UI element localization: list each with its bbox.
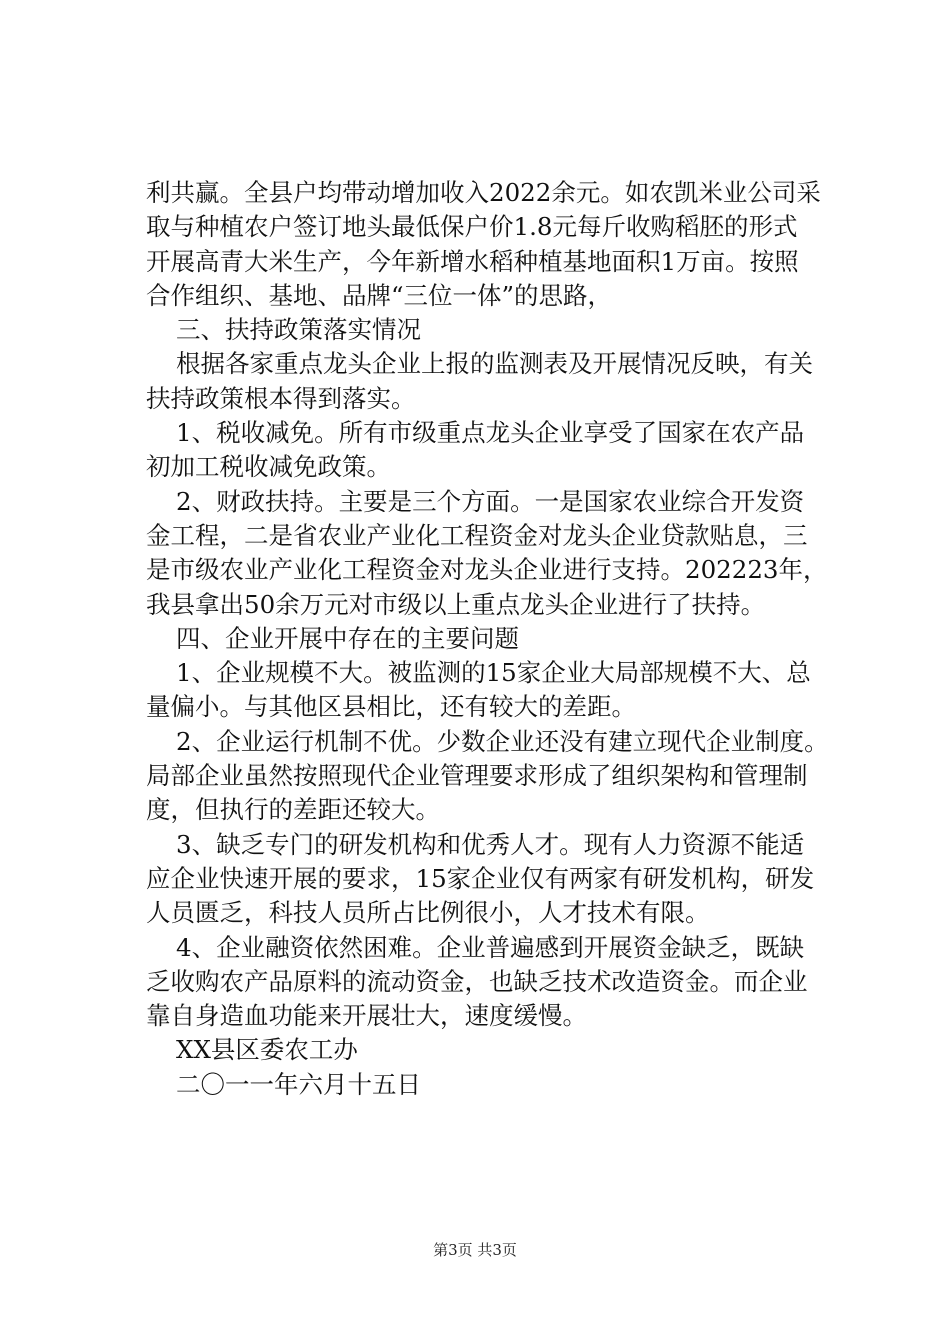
body-line-22: 人员匮乏，科技人员所占比例很小，人才技术有限。 xyxy=(146,898,710,928)
body-line-1: 利共赢。全县户均带动增加收入2022余元。如农凯米业公司采 xyxy=(146,178,821,207)
section-heading-3: 三、扶持政策落实情况 xyxy=(176,315,421,345)
body-line-6: 根据各家重点龙头企业上报的监测表及开展情况反映，有关 xyxy=(176,349,813,379)
body-line-17: 2、企业运行机制不优。少数企业还没有建立现代企业制度。 xyxy=(176,726,829,756)
body-line-7: 扶持政策根本得到落实。 xyxy=(146,383,416,413)
body-line-24: 乏收购农产品原料的流动资金，也缺乏技术改造资金。而企业 xyxy=(146,966,808,996)
body-line-19: 度，但执行的差距还较大。 xyxy=(146,795,440,825)
body-line-20: 3、缺乏专门的研发机构和优秀人才。现有人力资源不能适 xyxy=(176,829,805,859)
body-line-2: 取与种植农户签订地头最低保户价1.8元每斤收购稻胚的形式 xyxy=(146,212,798,242)
body-line-16: 量偏小。与其他区县相比，还有较大的差距。 xyxy=(146,692,636,722)
page-footer xyxy=(0,1240,950,1260)
signature-organization: XX县区委农工办 xyxy=(176,1035,358,1065)
body-line-12: 是市级农业产业化工程资金对龙头企业进行支持。202223年， xyxy=(146,555,828,585)
body-line-8: 1、税收减免。所有市级重点龙头企业享受了国家在农产品 xyxy=(176,418,805,448)
body-line-4: 合作组织、基地、品牌“三位一体”的思路， xyxy=(146,280,613,310)
document-body xyxy=(146,176,846,1102)
body-line-11: 金工程，二是省农业产业化工程资金对龙头企业贷款贴息，三 xyxy=(146,520,808,550)
body-line-9: 初加工税收减免政策。 xyxy=(146,452,391,482)
signature-date: 二〇一一年六月十五日 xyxy=(176,1069,421,1099)
body-line-13: 我县拿出50余万元对市级以上重点龙头企业进行了扶持。 xyxy=(146,589,766,619)
page-number: 第3页 共3页 xyxy=(433,1241,517,1259)
body-line-3: 开展高青大米生产，今年新增水稻种植基地面积1万亩。按照 xyxy=(146,246,799,276)
body-line-21: 应企业快速开展的要求，15家企业仅有两家有研发机构，研发 xyxy=(146,863,815,893)
body-line-23: 4、企业融资依然困难。企业普遍感到开展资金缺乏，既缺 xyxy=(176,932,805,962)
body-line-10: 2、财政扶持。主要是三个方面。一是国家农业综合开发资 xyxy=(176,486,805,516)
body-line-25: 靠自身造血功能来开展壮大，速度缓慢。 xyxy=(146,1001,587,1031)
body-line-15: 1、企业规模不大。被监测的15家企业大局部规模不大、总 xyxy=(176,658,811,688)
body-line-18: 局部企业虽然按照现代企业管理要求形成了组织架构和管理制 xyxy=(146,761,808,791)
section-heading-4: 四、企业开展中存在的主要问题 xyxy=(176,623,519,653)
